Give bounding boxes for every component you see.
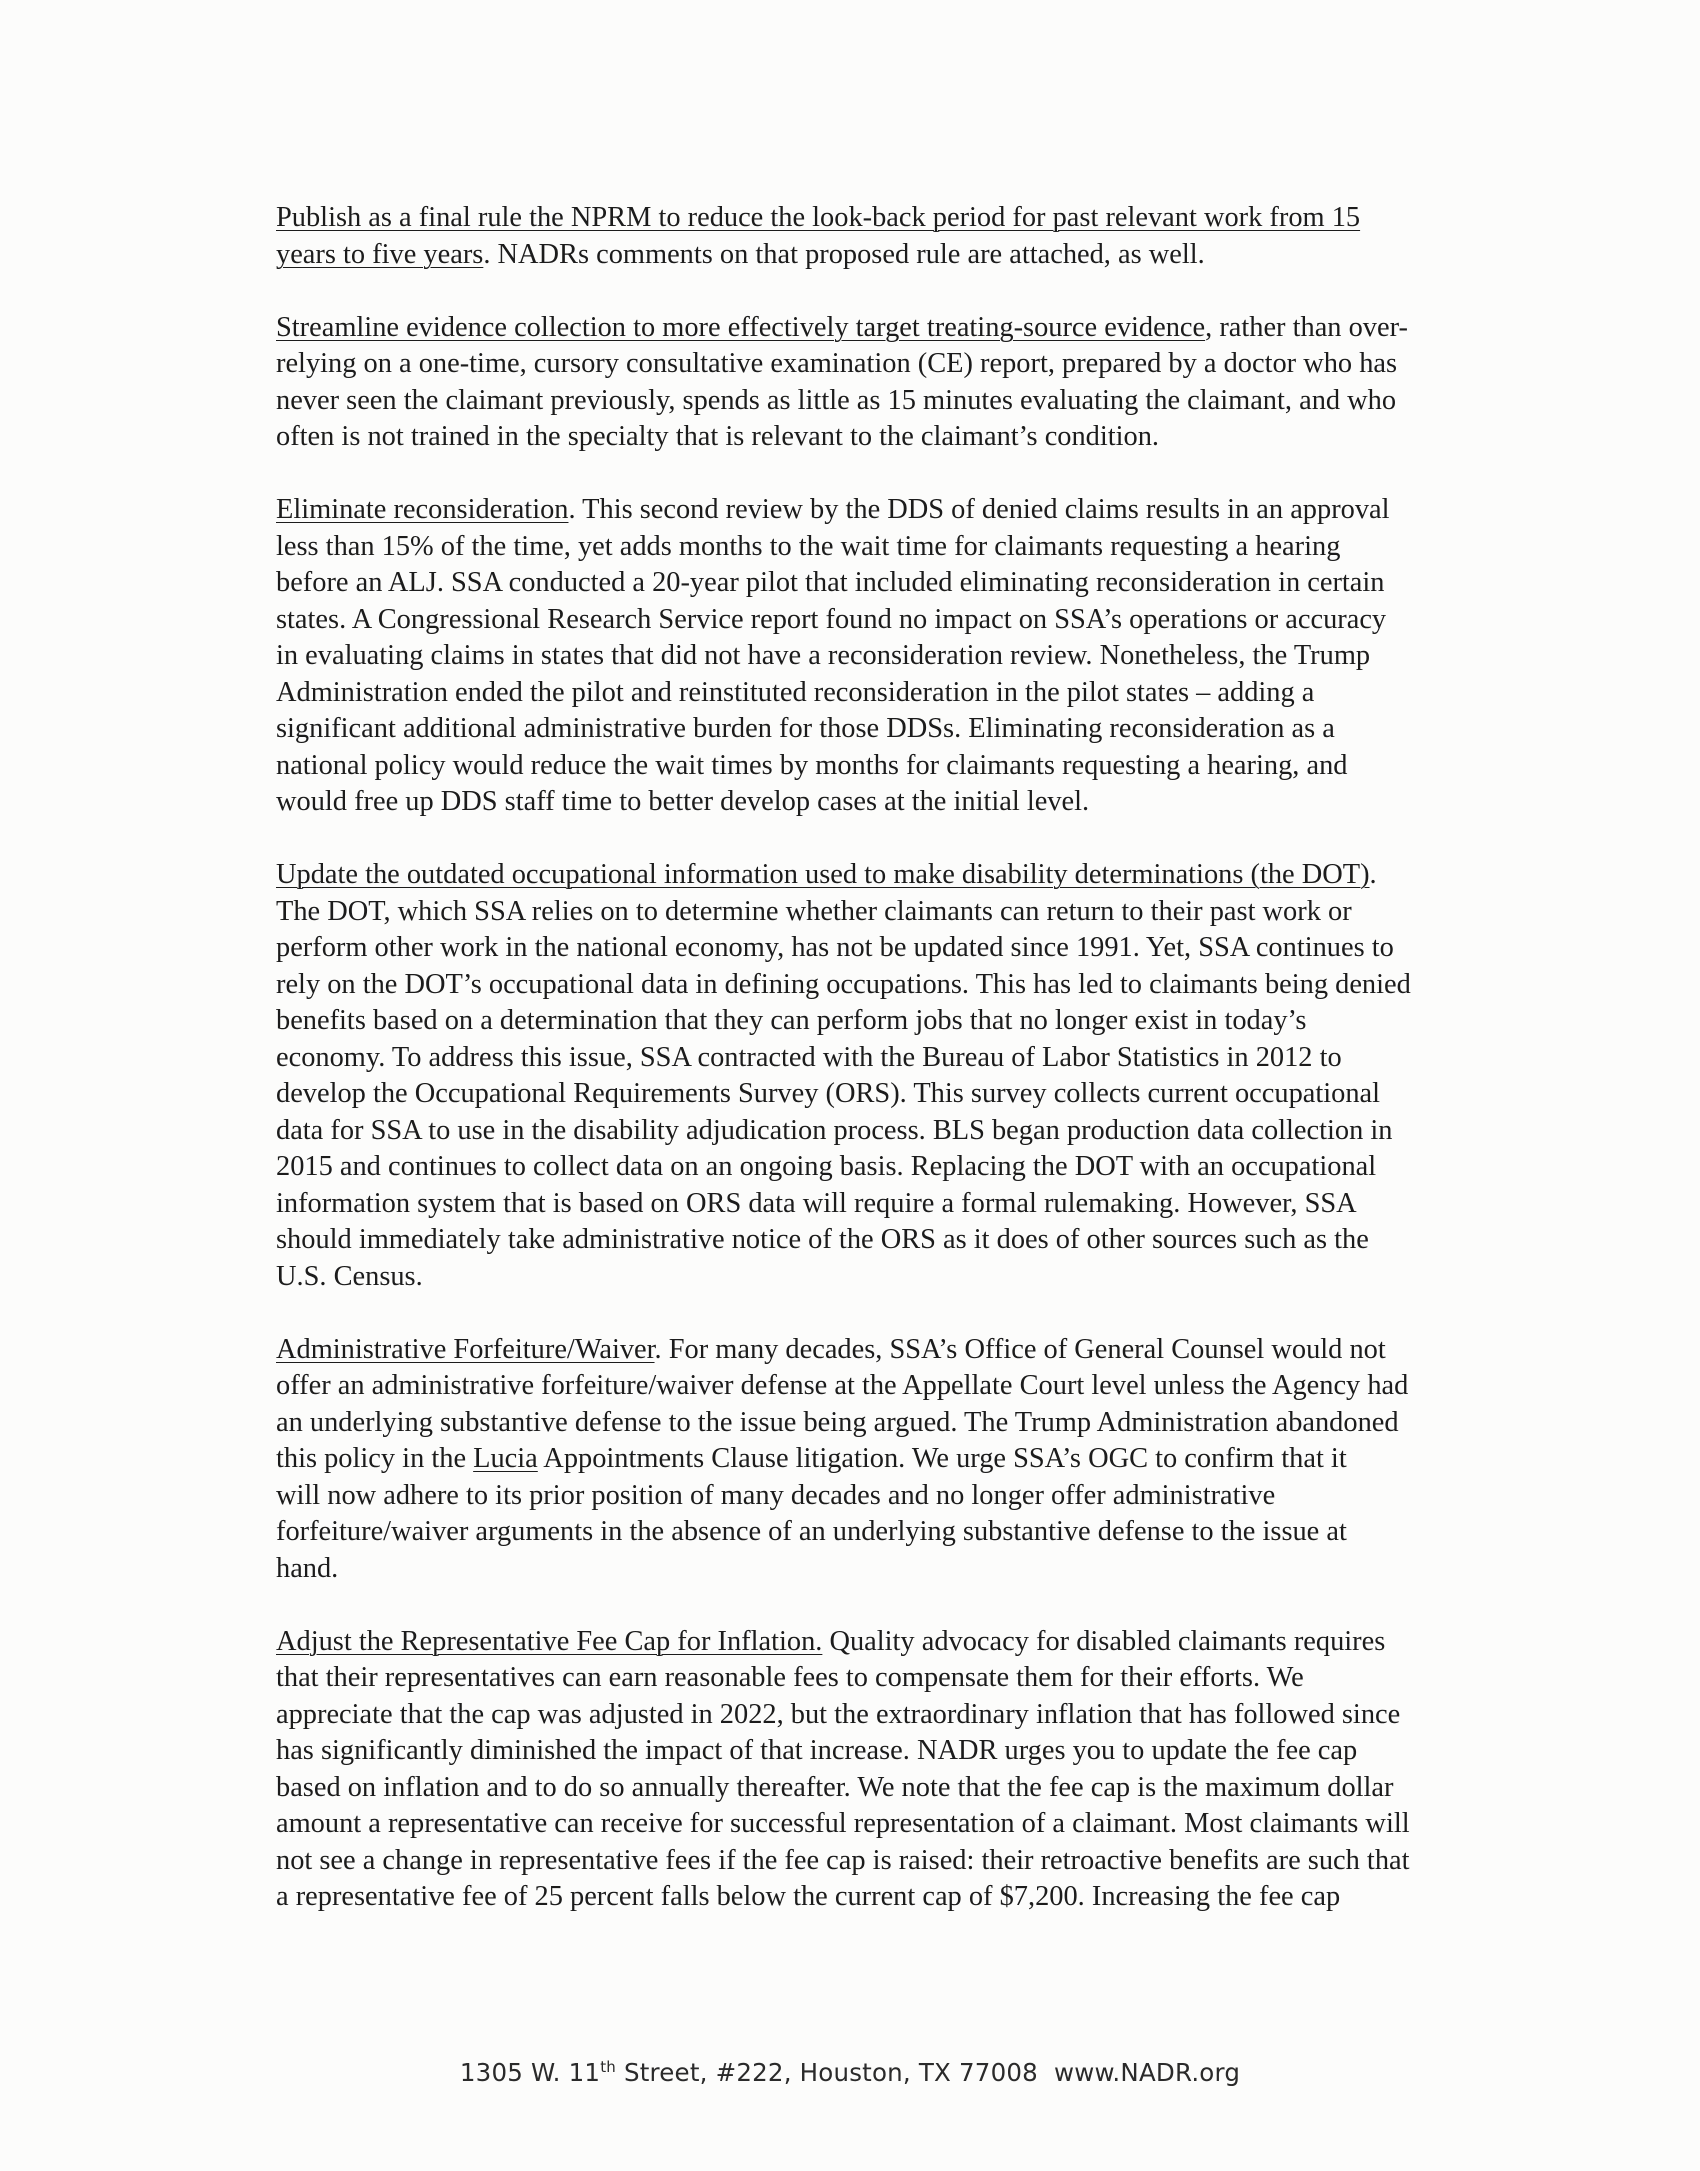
heading-evidence-collection: Streamline evidence collection to more effectively target treating-source evidence [276,311,1206,343]
paragraph-forfeiture-waiver [276,1332,1506,1588]
paragraph-past-relevant-work [276,200,1506,273]
paragraph-text: . NADRs comments on that proposed rule are attached, as well. [483,238,1205,270]
letter-body [276,200,1506,1934]
heading-forfeiture-waiver: Administrative Forfeiture/Waiver [276,1333,655,1365]
paragraph-text: . For many decades, SSA’s Office of General Counsel would not offer an administrative forfeiture/waiver defense at the Appellate Court level unless the Agency had an underlying substantive defense to the issue being argued. The Trump Administration abandoned this policy in the [276,1333,1409,1474]
paragraph-evidence-collection [276,310,1506,456]
paragraph-text: Quality advocacy for disabled claimants requires that their representatives can earn reasonable fees to compensate them for their efforts. We appreciate that the cap was adjusted in 2022, but the extraordinary inflation that has followed since has significantly diminished the impact of that increase. NADR urges you to update the fee cap based on inflation and to do so annually thereafter. We note that the fee cap is the maximum dollar amount a representative can receive for successful representation of a claimant. Most claimants will not see a change in representative fees if the fee cap is raised: their retroactive benefits are such that a representative fee of 25 percent falls below the current cap of $7,200. Increasing the fee cap [276,1625,1410,1912]
footer-address-number: 1305 W. 11 [459,2058,601,2087]
heading-past-relevant-work: Publish as a final rule the NPRM to reduce the look-back period for past relevant work from 15 years to five years [276,202,1361,270]
heading-reconsideration: Eliminate reconsideration [276,494,569,525]
heading-occupational-information: Update the outdated occupational information used to make disability determinations (the DOT) [276,859,1370,890]
paragraph-text: . This second review by the DDS of denied claims results in an approval less than 15% of the time, yet adds months to the wait time for claimants requesting a hearing before an ALJ. SSA conducted a 20-year pilot that included eliminating reconsideration in certain states. A Congressional Research Service report found no impact on SSA’s operations or accuracy in evaluating claims in states that did not have a reconsideration review. Nonetheless, the Trump Administration ended the pilot and reinstituted reconsideration in the pilot states – adding a significant additional administrative burden for those DDSs. Eliminating reconsideration as a national policy would reduce the wait times by months for claimants requesting a hearing, and would free up DDS staff time to better develop cases at the initial level. [276,494,1390,817]
heading-fee-cap: Adjust the Representative Fee Cap for Inflation. [276,1625,823,1657]
page-footer [0,2058,1700,2087]
footer-ordinal-suffix: th [600,2057,616,2076]
paragraph-reconsideration [276,492,1506,821]
paragraph-fee-cap [276,1624,1506,1916]
paragraph-text: . The DOT, which SSA relies on to determine whether claimants can return to their past work or perform other work in the national economy, has not be updated since 1991. Yet, SSA continues to rely on the DOT’s occupational data in defining occupations. This has led to claimants being denied benefits based on a determination that they can perform jobs that no longer exist in today’s economy. To address this issue, SSA contracted with the Bureau of Labor Statistics in 2012 to develop the Occupational Requirements Survey (ORS). This survey collects current occupational data for SSA to use in the disability adjudication process. BLS began production data collection in 2015 and continues to collect data on an ongoing basis. Replacing the DOT with an occupational information system that is based on ORS data will require a formal rulemaking. However, SSA should immediately take administrative notice of the ORS as it does of other sources such as the U.S. Census. [276,859,1411,1292]
footer-address-rest: Street, #222, Houston, TX 77008 [616,2058,1038,2087]
case-name-lucia: Lucia [473,1443,538,1474]
paragraph-text: Appointments Clause litigation. We urge SSA’s OGC to confirm that it will now adhere to its prior position of many decades and no longer offer administrative forfeiture/waiver arguments in the absence of an underlying substantive defense to the issue at hand. [276,1443,1347,1584]
footer-website: www.NADR.org [1053,2058,1241,2087]
paragraph-text: , rather than over- relying on a one-time, cursory consultative examination (CE) report, prepared by a doctor who has never seen the claimant previously, spends as little as 15 minutes evaluating the claimant, and who often is not trained in the specialty that is relevant to the claimant’s condition. [276,311,1408,452]
paragraph-occupational-information [276,857,1506,1295]
